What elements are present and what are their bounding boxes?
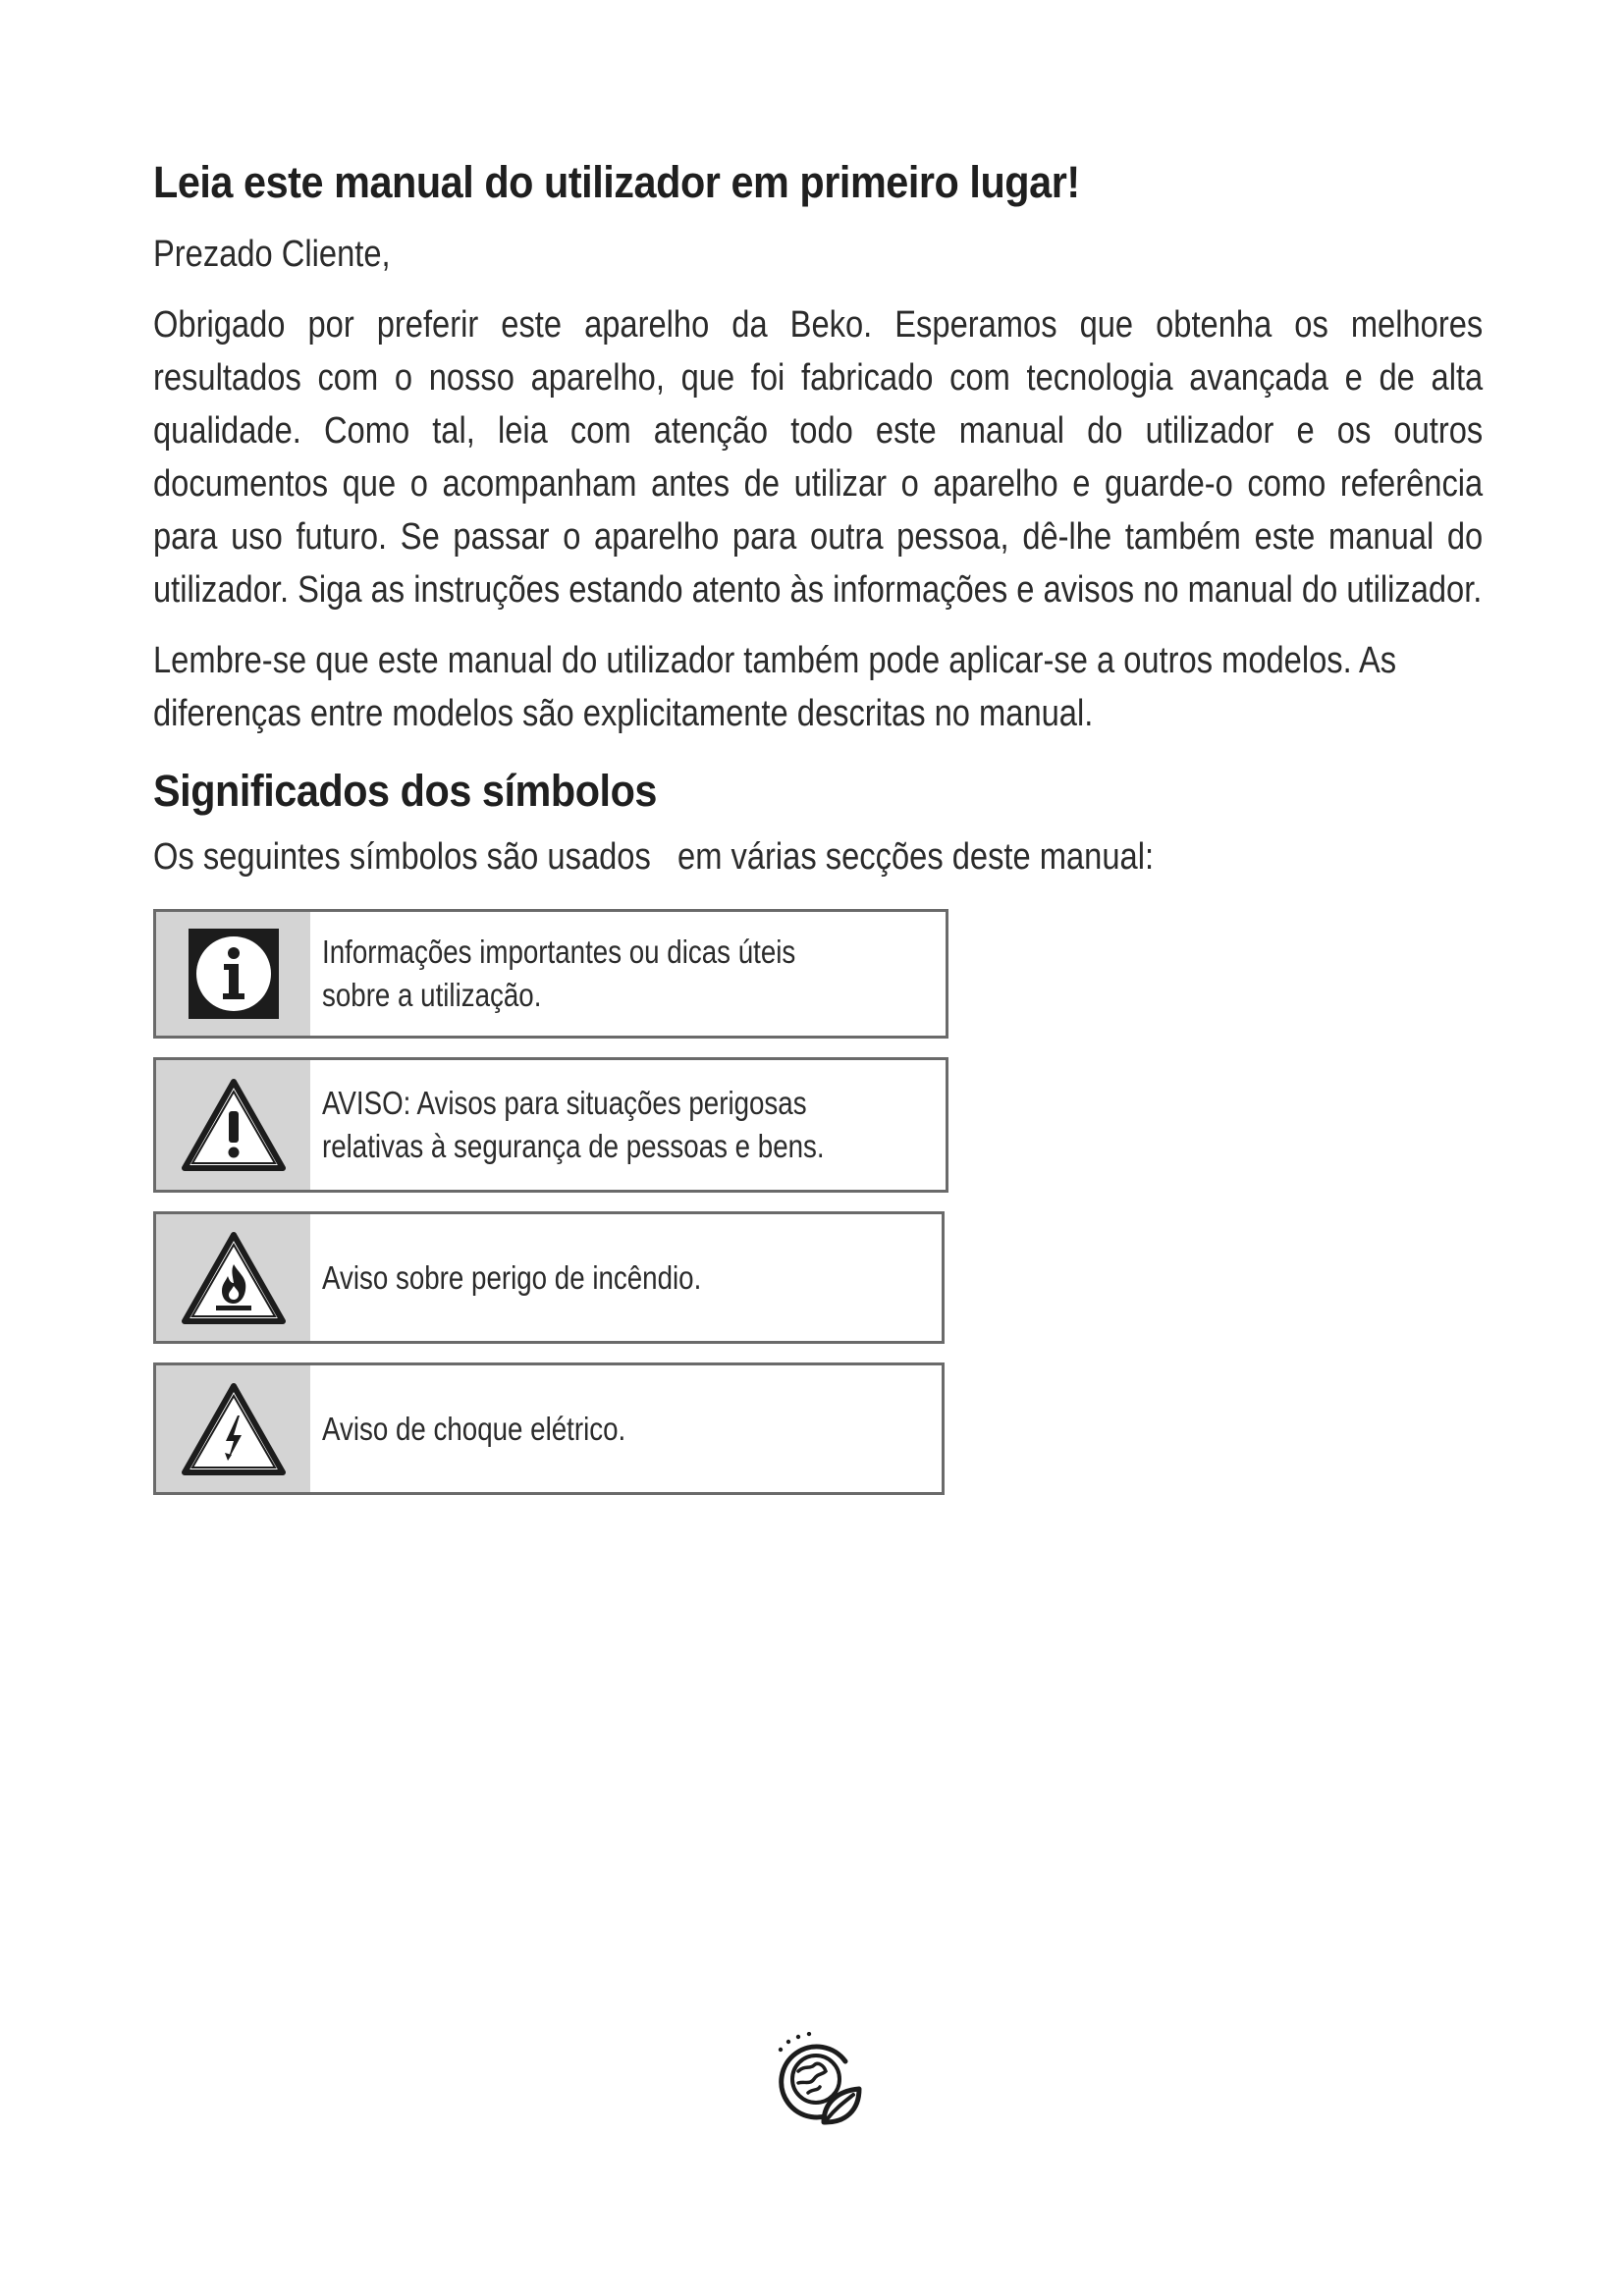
page-title: Leia este manual do utilizador em primeiro lugar! [153,157,1080,207]
symbol-row-info [153,909,948,1039]
symbol-text: Aviso de choque elétrico. [322,1410,626,1447]
fire-warning-icon [156,1214,310,1341]
intro-paragraph: Obrigado por preferir este aparelho da Beko. Esperamos que obtenha os melhores resultados com o nosso aparelho, que foi fabricado com tecnologia avançada e de alta qualidade. Como tal, leia com atenção todo este manual do utilizador e os outros documentos que o acompanham antes de utilizar o aparelho e guarde-o como referência para uso futuro. Se passar o aparelho para outra pessoa, dê-lhe também este manual do utilizador. Siga as instruções estando atento às informações e avisos no manual do utilizador. [153,304,1484,611]
eco-globe-leaf-icon [769,2032,867,2130]
symbols-table [153,909,948,1495]
symbol-row-fire [153,1211,945,1344]
symbol-text: Informações importantes ou dicas úteis sobre a utilização. [322,934,796,1013]
symbol-row-warning [153,1057,948,1193]
manual-page [153,157,1483,1514]
electric-shock-icon [156,1365,310,1492]
models-paragraph: Lembre-se que este manual do utilizador também pode aplicar-se a outros modelos. As diferenças entre modelos são explicitamente descritas no manual. [153,640,1397,734]
symbol-row-electric [153,1362,945,1495]
symbols-intro: Os seguintes símbolos são usados em várias secções deste manual: [153,836,1155,878]
symbol-text: Aviso sobre perigo de incêndio. [322,1258,702,1296]
symbols-heading: Significados dos símbolos [153,766,657,816]
greeting: Prezado Cliente, [153,234,391,275]
info-icon [156,912,310,1036]
symbol-text: AVISO: Avisos para situações perigosas relativas à segurança de pessoas e bens. [322,1085,825,1164]
warning-icon [156,1060,310,1190]
